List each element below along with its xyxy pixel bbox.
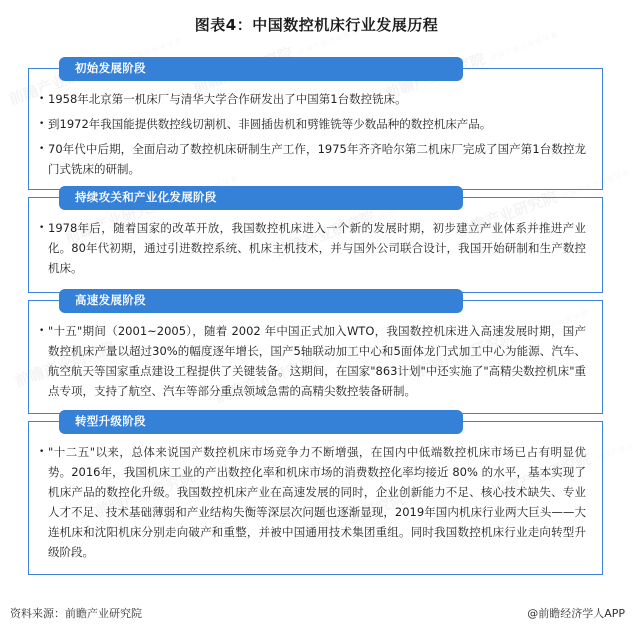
bullet-item: • 1958年北京第一机床厂与清华大学合作研发出了中国第1台数控铣床。 [37,89,586,109]
stage-card [28,414,603,575]
stage-header-tab [59,289,463,313]
source-label: 资料来源：前瞻产业研究院 [10,607,142,620]
bullet-item: • 70年代中后期，全面启动了数控机床研制生产工作，1975年齐齐哈尔第二机床厂完成了国产第1台数控龙门式铣床的研制。 [37,139,586,179]
stage-header-label: 转型升级阶段 [75,414,146,429]
brand-label: @前瞻经济学人APP [527,607,625,620]
bullet-item: • 1978年后，随着国家的改革开放，我国数控机床进入一个新的发展时期，初步建立产业体系并推进产业化。80年代初期，通过引进数控系统、机床主机技术，并与国外公司联合设计，我国开始研制和生产数控机床。 [37,218,586,278]
footer [0,605,633,621]
stage-header-tab [59,410,463,434]
stage-list [28,61,603,575]
bullet-item: • "十五"期间（2001~2005），随着 2002 年中国正式加入WTO，我国数控机床进入高速发展时期，国产数控机床产量以超过30%的幅度逐年增长，国产5轴联动加工中心和5面体龙门式加工中心为能源、汽车、航空航天等国家重点建设工程提供了关键装备。这期间，在国家"863计划"中还实施了"高精尖数控机床"重点专项，支持了航空、汽车等部分重点领域急需的高精尖数控装备研制。 [37,321,586,401]
stage-body [29,422,602,574]
page-title: 图表4：中国数控机床行业发展历程 [194,16,439,34]
stage-header-label: 初始发展阶段 [75,61,146,76]
stage-header-label: 持续攻关和产业化发展阶段 [75,190,217,205]
stage-header-tab [59,57,463,81]
bullet-item: • "十二五"以来，总体来说国产数控机床市场竞争力不断增强，在国内中低端数控机床市场已占有明显优势。2016年，我国机床工业的产出数控化率和机床市场的消费数控化率均接近 80% 的水平，基本实现了机床产品的数控化升级。我国数控机床产业在高速发展的同时，企业创新能力不足、核心技术缺失、专业人才不足、技术基础薄弱和产业结构失衡等深层次问题也逐渐显现，2019年国内机床行业两大巨头——大连机床和沈阳机床分别走向破产和重整，并被中国通用技术集团重组。同时我国数控机床行业走向转型升级阶段。 [37,442,586,562]
stage-header-label: 高速发展阶段 [75,293,146,308]
bullet-item: • 到1972年我国能提供数控线切割机、非圆插齿机和劈锥铣等少数品种的数控机床产品。 [37,114,586,134]
stage-body [29,69,602,189]
stage-card [28,293,603,414]
stage-card [28,190,603,293]
stage-body [29,198,602,292]
stage-body [29,301,602,413]
stage-header-tab [59,186,463,210]
stage-card [28,61,603,190]
